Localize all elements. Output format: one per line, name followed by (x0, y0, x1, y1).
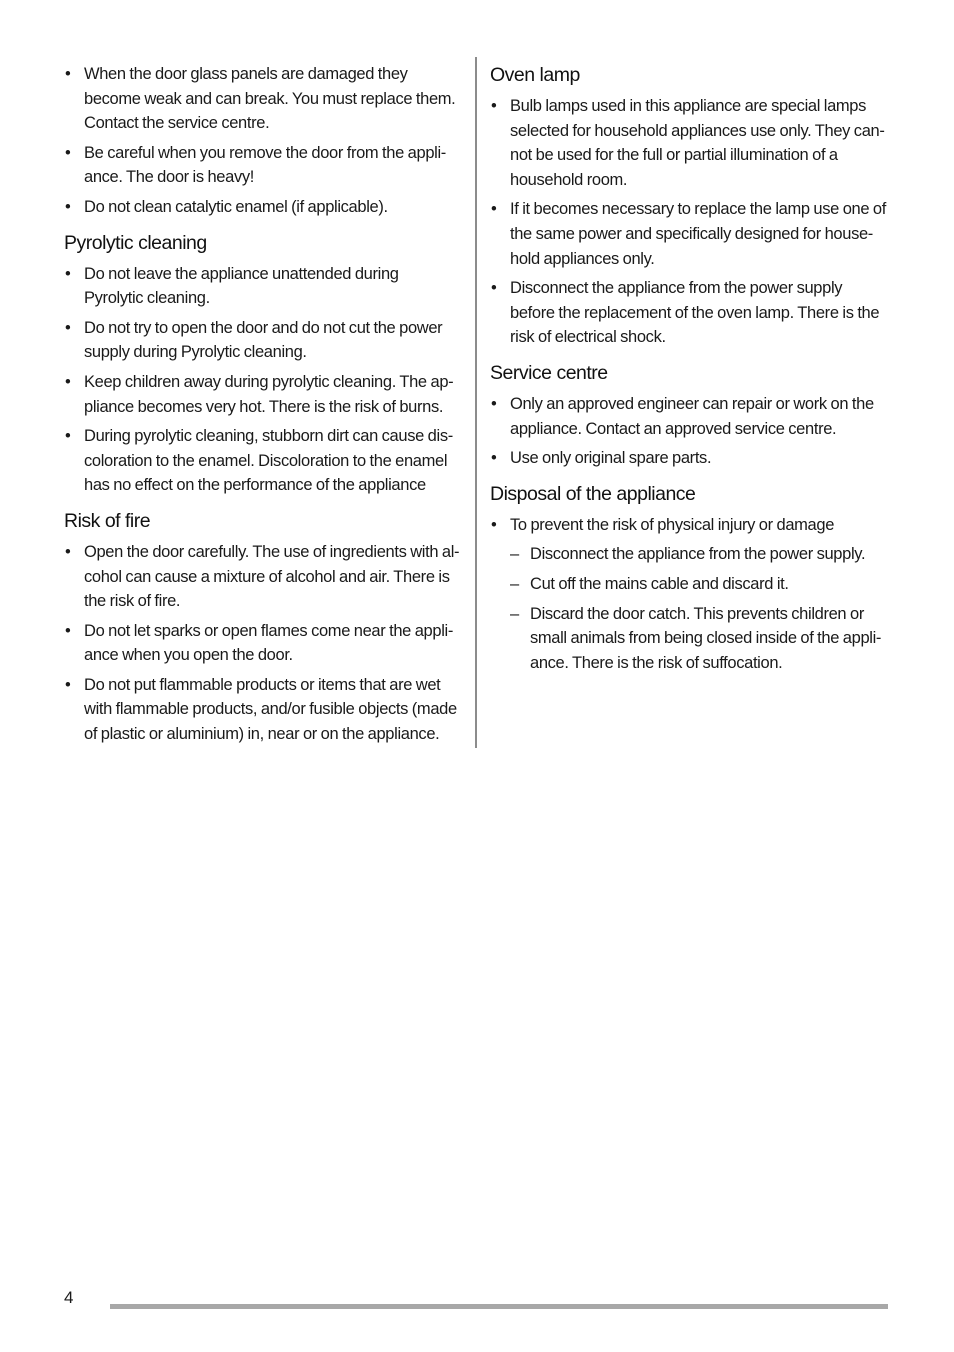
disposal-list (490, 513, 890, 676)
intro-warning-list (64, 62, 460, 220)
bullet-icon: • (65, 197, 71, 216)
bullet-icon: • (65, 372, 71, 391)
sub-list-item: – Cut off the mains cable and discard it. (510, 572, 890, 597)
bullet-icon: • (491, 394, 497, 413)
list-item: • Use only original spare parts. (490, 446, 890, 471)
bullet-icon: • (65, 264, 71, 283)
footer-rule (110, 1304, 888, 1309)
risk-of-fire-list (64, 540, 460, 747)
list-item: • Keep children away during pyrolytic cleaning. The ap-pliance becomes very hot. There is the risk of burns. (64, 370, 460, 419)
list-item: • Disconnect the appliance from the power supply before the replacement of the oven lamp. There is the risk of electrical shock. (490, 276, 890, 350)
dash-icon: – (510, 545, 519, 564)
sub-list-item: – Disconnect the appliance from the power supply. (510, 542, 890, 567)
list-item: • Do not clean catalytic enamel (if applicable). (64, 195, 460, 220)
oven-lamp-heading: Oven lamp (490, 64, 580, 86)
risk-of-fire-heading: Risk of fire (64, 509, 151, 532)
dash-icon: – (510, 574, 519, 593)
list-item: • Be careful when you remove the door from the appli-ance. The door is heavy! (64, 141, 460, 190)
disposal-steps-list (510, 542, 890, 675)
bullet-icon: • (65, 65, 71, 83)
bullet-icon: • (65, 427, 71, 446)
dash-icon: – (510, 604, 519, 623)
list-item: • When the door glass panels are damaged they become weak and can break. You must replace them. Contact the service centre. (64, 62, 460, 136)
bullet-icon: • (491, 515, 497, 534)
list-item: • Open the door carefully. The use of ingredients with al-cohol can cause a mixture of alcohol and air. There is the risk of fire. (64, 540, 460, 614)
pyrolytic-cleaning-heading: Pyrolytic cleaning (64, 231, 207, 254)
list-item: • Do not let sparks or open flames come near the appli-ance when you open the door. (64, 619, 460, 668)
bullet-icon: • (65, 675, 71, 694)
sub-list-item: – Discard the door catch. This prevents children or small animals from being closed inside of the appli-ance. There is the risk of suffocation. (510, 602, 890, 676)
oven-lamp-list (490, 94, 890, 350)
bullet-icon: • (65, 318, 71, 337)
list-item: • During pyrolytic cleaning, stubborn dirt can cause dis-coloration to the enamel. Discoloration to the enamel has no effect on the performance of the appliance (64, 424, 460, 498)
bullet-icon: • (491, 200, 497, 219)
page-number: 4 (64, 1288, 74, 1307)
service-centre-list (490, 392, 890, 471)
list-item: • Only an approved engineer can repair or work on the appliance. Contact an approved service centre. (490, 392, 890, 441)
bullet-icon: • (491, 97, 497, 115)
bullet-icon: • (65, 621, 71, 640)
list-item: • Bulb lamps used in this appliance are special lamps selected for household appliances use only. They can-not be used for the full or partial illumination of a household room. (490, 94, 890, 192)
right-column (490, 62, 890, 680)
bullet-icon: • (491, 449, 497, 468)
column-divider (475, 57, 477, 748)
bullet-icon: • (65, 143, 71, 162)
list-item: • Do not leave the appliance unattended during Pyrolytic cleaning. (64, 262, 460, 311)
bullet-icon: • (491, 279, 497, 298)
left-column (64, 62, 460, 752)
list-item: • Do not put flammable products or items that are wet with flammable products, and/or fusible objects (made of plastic or aluminium) in, near or on the appliance. (64, 673, 460, 747)
list-item: • To prevent the risk of physical injury or damage – Disconnect the appliance from the power supply. – Cut off the mains cable and discard it. – Discard the door catch. This prevents children or small animals from being closed inside of the appli-ance. There is the risk of suffocation. (490, 513, 890, 676)
list-item: • Do not try to open the door and do not cut the power supply during Pyrolytic cleaning. (64, 316, 460, 365)
service-centre-heading: Service centre (490, 361, 608, 384)
bullet-icon: • (65, 542, 71, 561)
list-item: • If it becomes necessary to replace the lamp use one of the same power and specifically designed for house-hold appliances only. (490, 197, 890, 271)
pyrolytic-cleaning-list (64, 262, 460, 498)
disposal-heading: Disposal of the appliance (490, 482, 696, 505)
